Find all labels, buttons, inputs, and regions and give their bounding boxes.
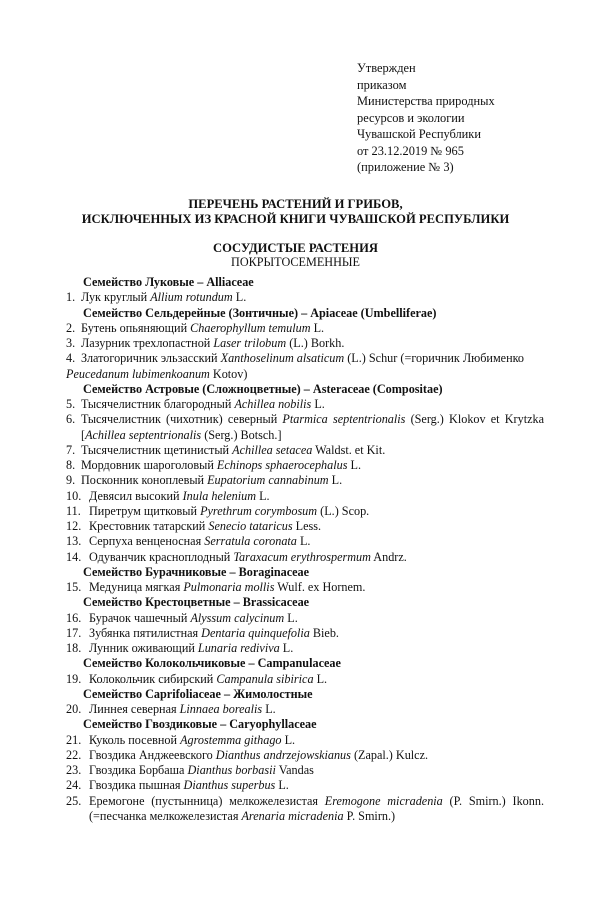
item-author: L. — [284, 610, 298, 625]
item-name: Тысячелистник (чихотник) северный — [81, 412, 283, 427]
list-item — [66, 504, 544, 519]
item-number: 25. — [66, 793, 82, 808]
title-line: ИСКЛЮЧЕННЫХ ИЗ КРАСНОЙ КНИГИ ЧУВАШСКОЙ РЕСПУБЛИКИ — [81, 212, 510, 226]
item-number: 5. — [66, 397, 76, 411]
item-author: Bieb. — [309, 625, 339, 640]
item-name: Гвоздика пышная — [89, 778, 184, 793]
item-name: Крестовник татарский — [89, 519, 209, 533]
item-number: 2. — [66, 320, 76, 335]
item-continuation — [66, 367, 544, 382]
family-heading: Семейство Луковые – Alliaceae — [83, 275, 254, 289]
item-author-synonym: P. Smirn.) — [343, 808, 396, 823]
item-latin: Eupatorium cannabinum — [207, 473, 329, 488]
item-name: Пиретрум щитковый — [89, 503, 201, 518]
item-author: Less. — [292, 519, 322, 533]
item-name: Еремогоне (пустынница) мелкожелезистая — [89, 793, 325, 808]
item-name: Златогоричник эльзасский — [81, 351, 221, 366]
item-latin: Eremogone micradenia — [324, 793, 443, 808]
item-author: L. — [262, 702, 276, 716]
item-latin: Senecio tataricus — [208, 519, 293, 533]
item-name: Серпуха венценосная — [89, 534, 205, 549]
item-latin: Echinops sphaerocephalus — [216, 458, 348, 472]
item-author: (Zapal.) Kulcz. — [350, 747, 429, 762]
item-number: 19. — [66, 671, 82, 686]
list-item — [66, 748, 544, 763]
item-author: Waldst. et Kit. — [312, 442, 386, 457]
item-latin-synonym: Peucedanum lubimenkoanum — [66, 366, 210, 381]
item-number: 4. — [66, 351, 76, 366]
item-number: 15. — [66, 580, 82, 594]
item-latin: Dianthus superbus — [183, 778, 276, 793]
family-heading: Семейство Caprifoliaceae – Жимолостные — [83, 686, 313, 701]
approval-line: Утвержден — [357, 61, 416, 75]
item-author: (P. Smirn.) Ikonn. (=песчанка мелкожелезистая — [89, 793, 544, 823]
item-number: 20. — [66, 702, 82, 716]
item-number: 13. — [66, 534, 82, 549]
item-author: L. — [313, 671, 328, 686]
list-item — [66, 473, 544, 488]
list-item — [66, 550, 544, 565]
item-author: L. — [279, 641, 294, 655]
item-latin: Allium rotundum — [150, 290, 233, 305]
item-author: L. — [328, 473, 343, 488]
item-number: 11. — [66, 503, 81, 518]
approval-line: приказом — [357, 77, 407, 92]
item-number: 22. — [66, 747, 82, 762]
item-name: Лук круглый — [81, 290, 151, 305]
item-number: 8. — [66, 458, 76, 472]
item-latin: Pulmonaria mollis — [183, 580, 275, 594]
item-number: 9. — [66, 473, 76, 488]
approval-line: от 23.12.2019 № 965 — [357, 143, 464, 158]
title-line: ПЕРЕЧЕНЬ РАСТЕНИЙ И ГРИБОВ, — [188, 197, 403, 211]
item-latin: Agrostemma githago — [180, 732, 282, 747]
item-author: (L.) Schur (=горичник Любименко — [344, 351, 524, 366]
item-number: 7. — [66, 442, 76, 457]
item-number: 14. — [66, 549, 82, 564]
item-latin: Achillea setacea — [232, 442, 313, 457]
item-name: Девясил высокий — [89, 488, 183, 503]
list-item — [66, 672, 544, 687]
approval-line: ресурсов и экологии — [357, 110, 465, 125]
section-heading — [0, 241, 591, 269]
item-name: Мордовник шароголовый — [81, 458, 217, 472]
list-item — [66, 458, 544, 473]
list-item — [66, 641, 544, 656]
list-item — [66, 336, 544, 351]
section-subtitle: ПОКРЫТОСЕМЕННЫЕ — [231, 255, 360, 269]
item-latin: Lunaria rediviva — [197, 641, 280, 655]
list-item — [66, 534, 544, 549]
item-author-synonym: Kotov) — [209, 366, 248, 381]
item-number: 17. — [66, 625, 82, 640]
item-number: 16. — [66, 610, 82, 625]
list-item — [66, 443, 544, 458]
approval-block — [357, 60, 495, 176]
family-heading: Семейство Колокольчиковые – Campanulaceae — [83, 656, 341, 671]
approval-line: Министерства природных — [357, 94, 495, 108]
item-author: L. — [311, 397, 325, 411]
list-item — [66, 702, 544, 717]
item-latin: Xanthoselinum alsaticum — [220, 351, 345, 366]
item-name: Гвоздика Борбаша — [89, 763, 188, 777]
document-title — [0, 197, 591, 227]
item-number: 21. — [66, 732, 82, 747]
item-latin: Achillea nobilis — [234, 397, 312, 411]
item-number: 18. — [66, 641, 82, 655]
item-latin: Pyrethrum corymbosum — [200, 503, 318, 518]
item-name: Зубянка пятилистная — [89, 625, 202, 640]
family-heading: Семейство Крестоцветные – Brassicaceae — [83, 595, 310, 610]
item-latin: Dianthus andrzejowskianus — [215, 747, 351, 762]
family-heading: Семейство Гвоздиковые – Caryophyllaceae — [83, 717, 317, 732]
list-item — [66, 489, 544, 504]
item-name: Медуница мягкая — [89, 580, 184, 594]
item-author: L. — [232, 290, 247, 305]
item-latin: Dentaria quinquefolia — [201, 625, 310, 640]
approval-line: Чувашской Республики — [357, 127, 481, 141]
list-item — [66, 519, 544, 534]
species-list — [66, 275, 544, 824]
item-latin: Laser trilobum — [213, 336, 287, 350]
item-author: (Serg.) Klokov et Krytzka [ — [81, 412, 544, 442]
item-name: Посконник коноплевый — [81, 473, 208, 488]
item-author: (L.) Scop. — [317, 503, 370, 518]
item-latin: Serratula coronata — [204, 534, 297, 549]
list-item — [66, 778, 544, 793]
family-heading: Семейство Астровые (Сложноцветные) – Asteraceae (Compositae) — [83, 381, 443, 396]
list-item — [66, 351, 544, 382]
list-item — [66, 794, 544, 825]
list-item — [66, 290, 544, 305]
list-item — [66, 626, 544, 641]
item-number: 6. — [66, 412, 76, 427]
item-author: L. — [347, 458, 362, 472]
item-latin: Inula helenium — [182, 488, 257, 503]
list-item — [66, 580, 544, 595]
item-number: 10. — [66, 488, 82, 503]
item-number: 12. — [66, 519, 82, 533]
item-name: Бурачок чашечный — [89, 610, 191, 625]
list-item — [66, 733, 544, 748]
approval-line: (приложение № 3) — [357, 160, 454, 174]
item-author: L. — [256, 488, 270, 503]
item-latin: Campanula sibirica — [216, 671, 314, 686]
list-item — [66, 397, 544, 412]
item-author: Vandas — [275, 763, 314, 777]
item-name: Гвоздика Анджеевского — [89, 747, 216, 762]
item-name: Тысячелистник благородный — [81, 397, 235, 411]
list-item — [66, 321, 544, 336]
item-line-1 — [81, 351, 524, 365]
item-name: Бутень опьяняющий — [81, 320, 191, 335]
list-item — [66, 763, 544, 778]
item-number: 1. — [66, 290, 76, 305]
item-name: Тысячелистник щетинистый — [81, 442, 233, 457]
family-heading: Семейство Сельдерейные (Зонтичные) – Apiaceae (Umbelliferae) — [83, 305, 437, 320]
item-number: 24. — [66, 778, 82, 793]
section-title: СОСУДИСТЫЕ РАСТЕНИЯ — [213, 241, 378, 255]
item-name: Колокольчик сибирский — [89, 671, 217, 686]
item-latin-synonym: Achillea septentrionalis — [85, 427, 202, 442]
item-latin: Taraxacum erythrospermum — [233, 549, 371, 564]
item-author-synonym: (Serg.) Botsch.] — [201, 427, 282, 442]
item-number: 3. — [66, 336, 76, 350]
item-number: 23. — [66, 763, 82, 777]
item-author: (L.) Borkh. — [286, 336, 345, 350]
item-author: L. — [281, 732, 296, 747]
item-latin: Linnaea borealis — [179, 702, 263, 716]
item-latin: Chaerophyllum temulum — [190, 320, 311, 335]
list-item — [66, 412, 544, 443]
item-latin-synonym: Arenaria micradenia — [241, 808, 344, 823]
item-author: L. — [275, 778, 289, 793]
list-item — [66, 611, 544, 626]
item-author: L. — [296, 534, 311, 549]
item-author: L. — [310, 320, 325, 335]
item-latin: Ptarmica septentrionalis — [282, 412, 406, 427]
item-latin: Dianthus borbasii — [187, 763, 276, 777]
item-name: Лунник оживающий — [89, 641, 198, 655]
item-name: Куколь посевной — [89, 732, 181, 747]
item-author: Andrz. — [370, 549, 407, 564]
item-latin: Alyssum calycinum — [190, 610, 285, 625]
item-name: Лазурник трехлопастной — [81, 336, 214, 350]
item-author: Wulf. ex Hornem. — [274, 580, 366, 594]
family-heading: Семейство Бурачниковые – Boraginaceae — [83, 564, 310, 579]
item-name: Одуванчик краснoплодный — [89, 549, 234, 564]
item-name: Линнея северная — [89, 702, 180, 716]
